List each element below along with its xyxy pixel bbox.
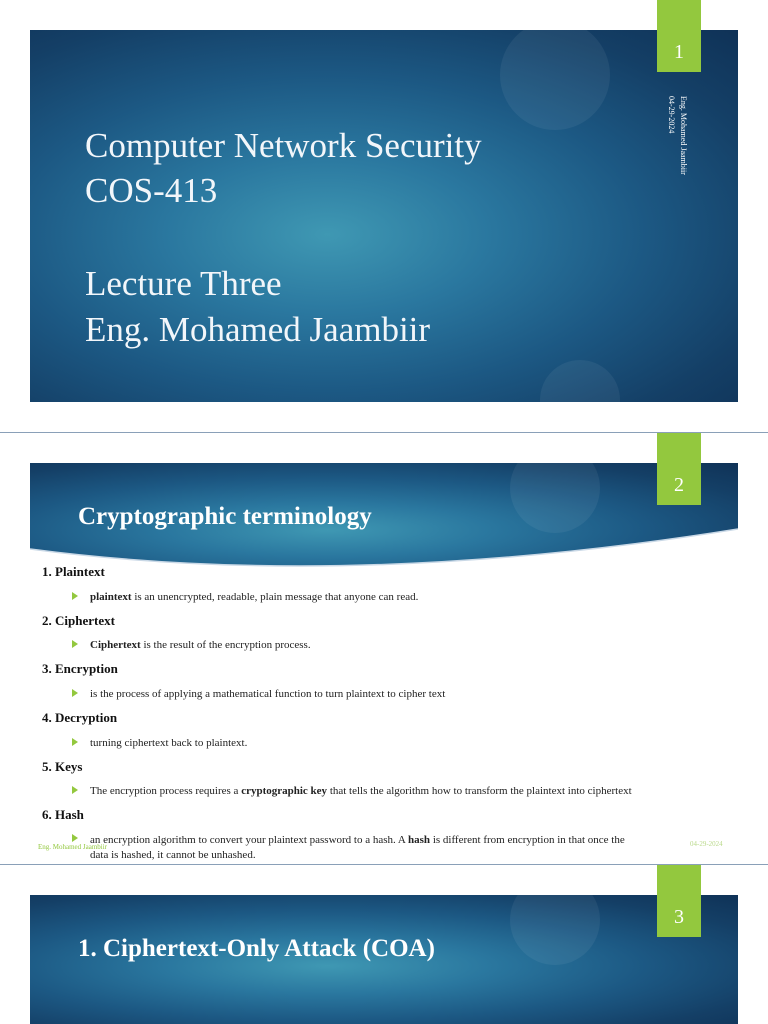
slide-title: 1. Ciphertext-Only Attack (COA) [78,935,435,962]
bullet-arrow-icon [72,738,78,746]
slide-3 [0,865,768,1024]
slide-2: 2 Cryptographic terminology 1. Plaintext plaintext is an unencrypted, readable, plain message that anyone can read. 2. Ciphertext Ciphertext is the result of the encryption process. 3. Encryption is the process of applying a mathematical function to turn plaintext to cipher text 4. Decryption turning ciphertext back to plaintext. 5. Keys The encryption process requires a cryptographic key that tells the algorithm how to transform the plaintext into ciphertext 6. Hash an encryption algorithm to convert your plaintext password to a hash. A hash is different from encryption in that once the data is hashed, it cannot be unhashed. [0,433,768,864]
side-author: Eng. Mohamed Jaambiir [679,96,688,175]
bullet-arrow-icon [72,592,78,600]
slide-number-tab [657,0,701,72]
term-heading: 1. Plaintext [42,564,105,579]
bullet-arrow-icon [72,834,78,842]
slide-number-tab [657,865,701,937]
lecturer-name: Eng. Mohamed Jaambiir [85,310,431,349]
bokeh-decoration [510,895,600,965]
term-definition: an encryption algorithm to convert your plaintext password to a hash. A hash is different from encryption in that once the data is hashed, it cannot be unhashed. [72,833,732,861]
bullet-arrow-icon [72,640,78,648]
footer-date: 04-29-2024 [690,840,723,848]
bokeh-decoration [540,360,620,402]
slide-number: 3 [674,906,684,928]
term-heading: 3. Encryption [42,661,118,676]
lecture-title: Lecture Three [85,264,282,303]
slide-1 [0,0,768,432]
course-title: Computer Network Security [85,126,482,165]
slide-title: Cryptographic terminology [78,503,372,530]
course-code: COS-413 [85,171,218,210]
side-date: 04-29-2024 [667,96,676,134]
slide-number: 2 [674,474,684,496]
bullet-arrow-icon [72,689,78,697]
term-heading: 5. Keys [42,759,83,774]
term-heading: 4. Decryption [42,710,118,725]
term-heading: 6. Hash [42,807,84,822]
bokeh-decoration [500,30,610,130]
slide-number: 1 [674,41,684,63]
bullet-arrow-icon [72,786,78,794]
slide-number-tab [657,433,701,505]
footer-author: Eng. Mohamed Jaambiir [38,843,108,851]
term-heading: 2. Ciphertext [42,613,115,628]
